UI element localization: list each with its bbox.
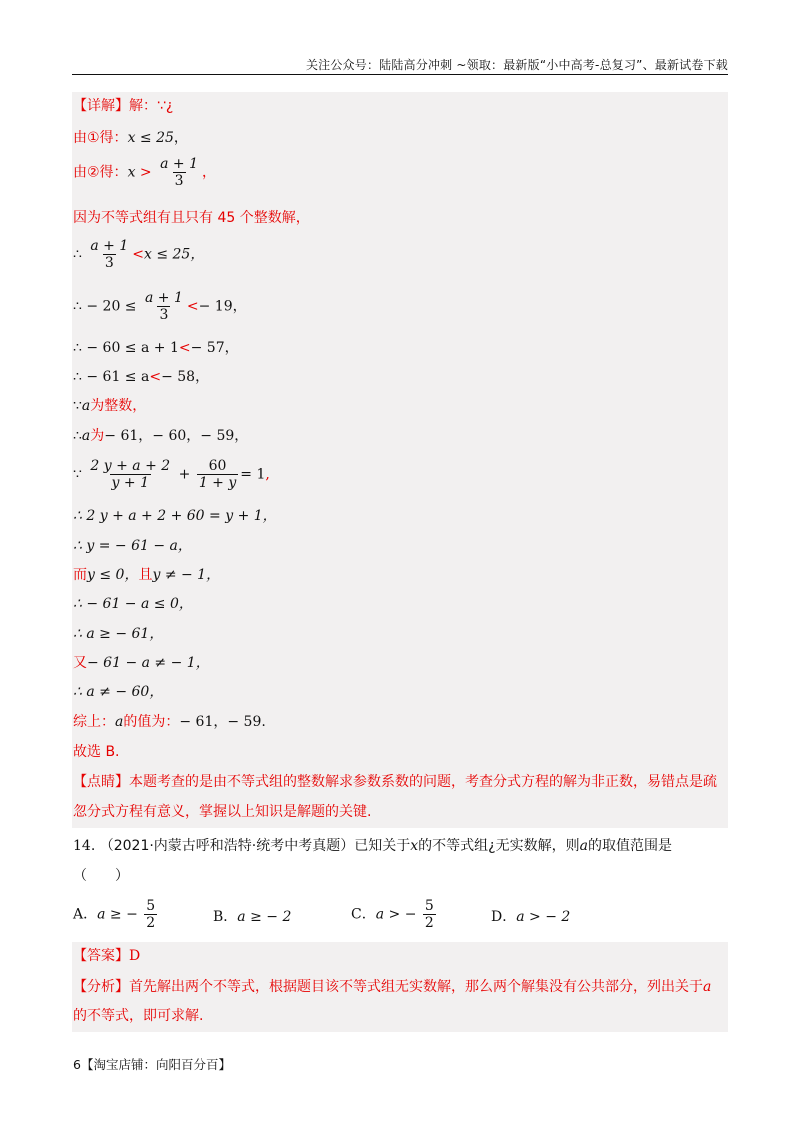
detail-line-14: 而y ≤ 0，且y ≠ − 1，: [73, 567, 221, 583]
answer-value: D: [129, 948, 141, 964]
question-paren: （ ）: [73, 868, 129, 884]
detail-line-13: ∴ y = − 61 − a，: [73, 538, 192, 554]
analysis-label: 【分析】: [73, 979, 129, 995]
detail-line-11: ∵ $\frac{2 y + a + 2}{y + 1}$ + $\frac{60}{1 + y}$ = 1,: [73, 458, 270, 491]
option-a: A．a ≥ − $\frac{5}{2}$: [73, 898, 156, 931]
fraction: $\frac{a + 1}{3}$: [90, 238, 129, 271]
detail-line-9: ∵a为整数，: [73, 398, 147, 414]
detail-line-8: ∴ − 61 ≤ a<− 58，: [73, 369, 210, 385]
detail-line-7: ∴ − 60 ≤ a + 1<− 57，: [73, 340, 239, 356]
comment-line-2: 忽分式方程有意义，掌握以上知识是解题的关键.: [73, 804, 372, 820]
question-source: （2021·内蒙古呼和浩特·统考中考真题）: [99, 838, 355, 854]
fraction: $\frac{2 y + a + 2}{y + 1}$: [90, 458, 171, 491]
question-number: 14.: [73, 838, 96, 854]
detail-line-3: 由②得：x > $\frac{a + 1}{3}$ ，: [73, 156, 216, 189]
option-b: B．a ≥ − 2: [213, 909, 292, 925]
answer-line: [73, 946, 140, 966]
question-line: 14. （2021·内蒙古呼和浩特·统考中考真题）已知关于x的不等式组¿无实数解，则a的取值范围是: [73, 838, 672, 854]
detail-line-5: ∴ $\frac{a + 1}{3}$ <x ≤ 25，: [73, 238, 205, 271]
comment-label: 【点睛】: [73, 774, 129, 790]
detail-line-19: 综上：a的值为：− 61，− 59.: [73, 714, 266, 730]
fraction: $\frac{a + 1}{3}$: [160, 156, 198, 189]
page-footer: 6【淘宝店铺：向阳百分百】: [73, 1057, 231, 1072]
fraction: $\frac{60}{1 + y}$: [198, 458, 237, 491]
detail-line-12: ∴ 2 y + a + 2 + 60 = y + 1，: [73, 508, 277, 524]
header-rule: [72, 74, 728, 75]
option-d: D．a > − 2: [491, 909, 571, 925]
detail-line-10: ∴a为− 61，− 60，− 59，: [73, 428, 249, 444]
page-header: 关注公众号：陆陆高分冲刺 ~领取：最新版“小中高考-总复习”、最新试卷下载: [305, 58, 728, 72]
detail-line-15: ∴ − 61 − a ≤ 0，: [73, 596, 193, 612]
detail-line-1: 【详解】解：∵¿: [73, 98, 174, 114]
fraction: $\frac{a + 1}{3}$: [145, 290, 183, 323]
detail-line-4: 因为不等式组有且只有 45 个整数解，: [73, 210, 310, 226]
analysis-line-1: 【分析】首先解出两个不等式，根据题目该不等式组无实数解，那么两个解集没有公共部分，列出关于a: [73, 979, 712, 995]
detail-line-16: ∴ a ≥ − 61，: [73, 626, 164, 642]
detail-line-17: 又− 61 − a ≠ − 1，: [73, 655, 210, 671]
detail-line-2: 由①得：x ≤ 25，: [73, 130, 188, 146]
comment-line-1: 【点睛】本题考查的是由不等式组的整数解求参数系数的问题，考查分式方程的解为非正数，易错点是疏: [73, 774, 717, 790]
fraction: $\frac{5}{2}$: [424, 898, 434, 931]
fraction: $\frac{5}{2}$: [146, 898, 156, 931]
detail-label: 【详解】: [73, 98, 129, 114]
analysis-line-2: 的不等式，即可求解.: [73, 1008, 204, 1024]
answer-label: 【答案】: [73, 948, 129, 964]
option-c: C．a > − $\frac{5}{2}$: [351, 898, 434, 931]
detail-line-6: ∴ − 20 ≤ $\frac{a + 1}{3}$ <− 19，: [73, 290, 247, 323]
detail-line-20: 故选 B.: [73, 744, 120, 760]
detail-line-18: ∴ a ≠ − 60，: [73, 684, 164, 700]
